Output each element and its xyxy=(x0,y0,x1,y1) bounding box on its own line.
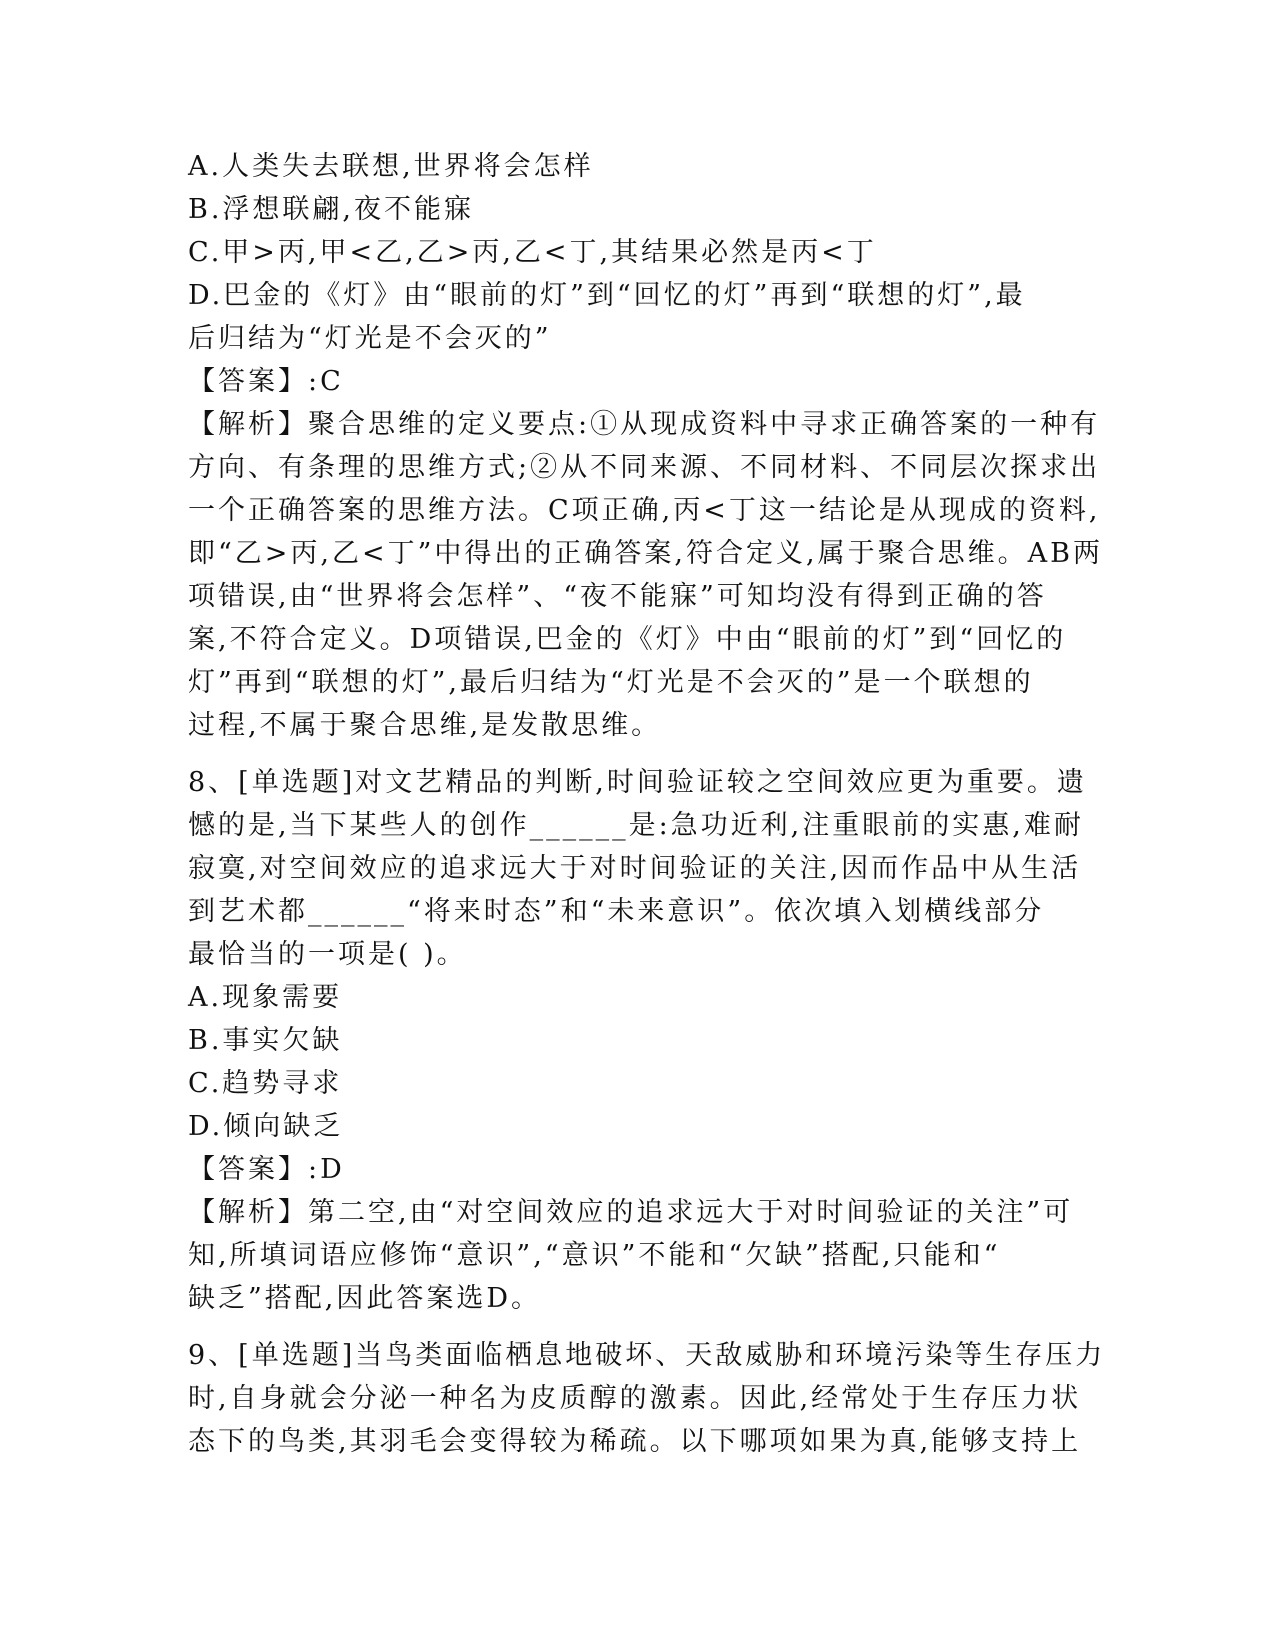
analysis-line: 知,所填词语应修饰“意识”,“意识”不能和“欠缺”搭配,只能和“ xyxy=(188,1240,1001,1271)
question-stem-line: 态下的鸟类,其羽毛会变得较为稀疏。以下哪项如果为真,能够支持上 xyxy=(188,1426,1082,1457)
option-b: B.浮想联翩,夜不能寐 xyxy=(188,194,475,225)
option-a: A.人类失去联想,世界将会怎样 xyxy=(188,151,594,182)
option-c: C.甲>丙,甲<乙,乙>丙,乙<丁,其结果必然是丙<丁 xyxy=(188,237,877,268)
analysis-line: 【解析】聚合思维的定义要点:①从现成资料中寻求正确答案的一种有 xyxy=(188,409,1101,440)
option-c: C.趋势寻求 xyxy=(188,1068,343,1099)
question-stem-line: 8、[单选题]对文艺精品的判断,时间验证较之空间效应更为重要。遗 xyxy=(188,767,1087,798)
option-b: B.事实欠缺 xyxy=(188,1025,343,1056)
option-a: A.现象需要 xyxy=(188,982,343,1013)
option-d-continued: 后归结为“灯光是不会灭的” xyxy=(188,323,552,354)
analysis-line: 灯”再到“联想的灯”,最后归结为“灯光是不会灭的”是一个联想的 xyxy=(188,667,1034,698)
analysis-line: 一个正确答案的思维方法。C项正确,丙<丁这一结论是从现成的资料, xyxy=(188,495,1101,526)
question-7-options xyxy=(188,145,1088,360)
option-d: D.巴金的《灯》由“眼前的灯”到“回忆的灯”再到“联想的灯”,最 xyxy=(188,280,1026,311)
analysis-line: 过程,不属于聚合思维,是发散思维。 xyxy=(188,710,662,741)
question-stem-line: 憾的是,当下某些人的创作______是:急功近利,注重眼前的实惠,难耐 xyxy=(188,810,1084,841)
question-8 xyxy=(188,761,1088,1320)
analysis-line: 即“乙>丙,乙<丁”中得出的正确答案,符合定义,属于聚合思维。AB两 xyxy=(188,538,1103,569)
analysis-line: 案,不符合定义。D项错误,巴金的《灯》中由“眼前的灯”到“回忆的 xyxy=(188,624,1067,655)
analysis-paragraph xyxy=(188,403,1103,747)
analysis-line: 方向、有条理的思维方式;②从不同来源、不同材料、不同层次探求出 xyxy=(188,452,1101,483)
question-stem-line: 寂寞,对空间效应的追求远大于对时间验证的关注,因而作品中从生活 xyxy=(188,853,1082,884)
question-stem-line: 到艺术都______“将来时态”和“未来意识”。依次填入划横线部分 xyxy=(188,896,1045,927)
analysis-line: 【解析】第二空,由“对空间效应的追求远大于对时间验证的关注”可 xyxy=(188,1197,1074,1228)
question-stem-line: 时,自身就会分泌一种名为皮质醇的激素。因此,经常处于生存压力状 xyxy=(188,1383,1082,1414)
option-d: D.倾向缺乏 xyxy=(188,1111,344,1142)
question-stem-line: 最恰当的一项是( )。 xyxy=(188,939,467,970)
section-spacer xyxy=(188,747,1088,761)
answer-label: 【答案】:D xyxy=(188,1154,345,1185)
document-page xyxy=(188,145,1106,1463)
section-spacer xyxy=(188,1320,1088,1334)
answer-label: 【答案】:C xyxy=(188,366,344,397)
question-stem-line: 9、[单选题]当鸟类面临栖息地破坏、天敌威胁和环境污染等生存压力 xyxy=(188,1340,1106,1371)
question-9 xyxy=(188,1334,1106,1463)
analysis-line: 缺乏”搭配,因此答案选D。 xyxy=(188,1283,542,1314)
analysis-line: 项错误,由“世界将会怎样”、“夜不能寐”可知均没有得到正确的答 xyxy=(188,581,1047,612)
